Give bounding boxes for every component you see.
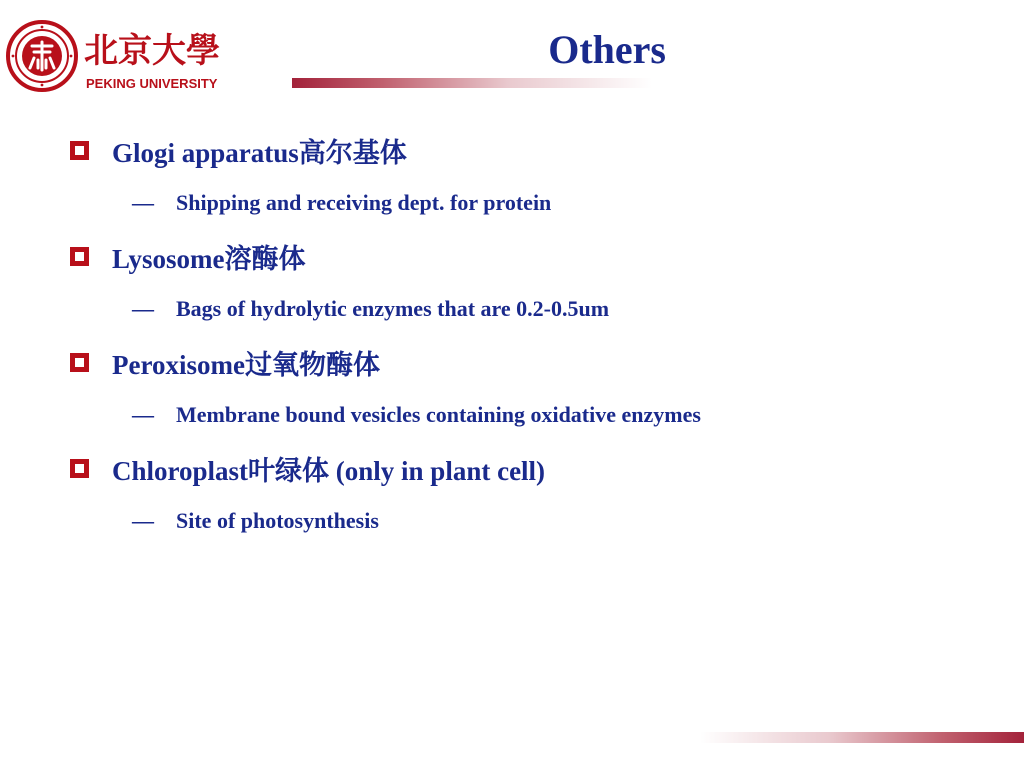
sub-bullet-text: Membrane bound vesicles containing oxidative enzymes bbox=[176, 402, 701, 427]
logo-en-name: PEKING UNIVERSITY bbox=[86, 76, 218, 91]
sub-list-item bbox=[66, 384, 966, 446]
sub-list-item bbox=[66, 172, 966, 234]
title-underline-rule bbox=[292, 78, 652, 88]
hollow-square-bullet-icon bbox=[70, 353, 89, 372]
slide-title: Others bbox=[548, 27, 666, 72]
sub-bullet-text: Site of photosynthesis bbox=[176, 508, 379, 533]
bullet-list bbox=[66, 128, 966, 552]
footer-rule bbox=[700, 732, 1024, 743]
logo-cn-name: 北京大學 bbox=[84, 31, 220, 71]
list-item bbox=[66, 234, 966, 278]
peking-university-seal-icon bbox=[4, 18, 244, 94]
bullet-text: Lysosome溶酶体 bbox=[112, 243, 306, 274]
university-logo bbox=[4, 18, 244, 94]
sub-bullet-text: Bags of hydrolytic enzymes that are 0.2-0.5um bbox=[176, 296, 610, 321]
hollow-square-bullet-icon bbox=[70, 459, 89, 478]
bullet-text: Peroxisome过氧物酶体 bbox=[112, 349, 380, 380]
dash-icon: — bbox=[132, 402, 154, 427]
bullet-text: Chloroplast叶绿体 (only in plant cell) bbox=[112, 455, 546, 486]
list-item bbox=[66, 446, 966, 490]
dash-icon: — bbox=[132, 190, 154, 215]
sub-list-item bbox=[66, 490, 966, 552]
list-item bbox=[66, 340, 966, 384]
sub-bullet-text: Shipping and receiving dept. for protein bbox=[176, 190, 552, 215]
hollow-square-bullet-icon bbox=[70, 141, 89, 160]
dash-icon: — bbox=[132, 508, 154, 533]
bullet-text: Glogi apparatus高尔基体 bbox=[112, 137, 407, 168]
sub-list-item bbox=[66, 278, 966, 340]
list-item bbox=[66, 128, 966, 172]
hollow-square-bullet-icon bbox=[70, 247, 89, 266]
dash-icon: — bbox=[132, 296, 154, 321]
